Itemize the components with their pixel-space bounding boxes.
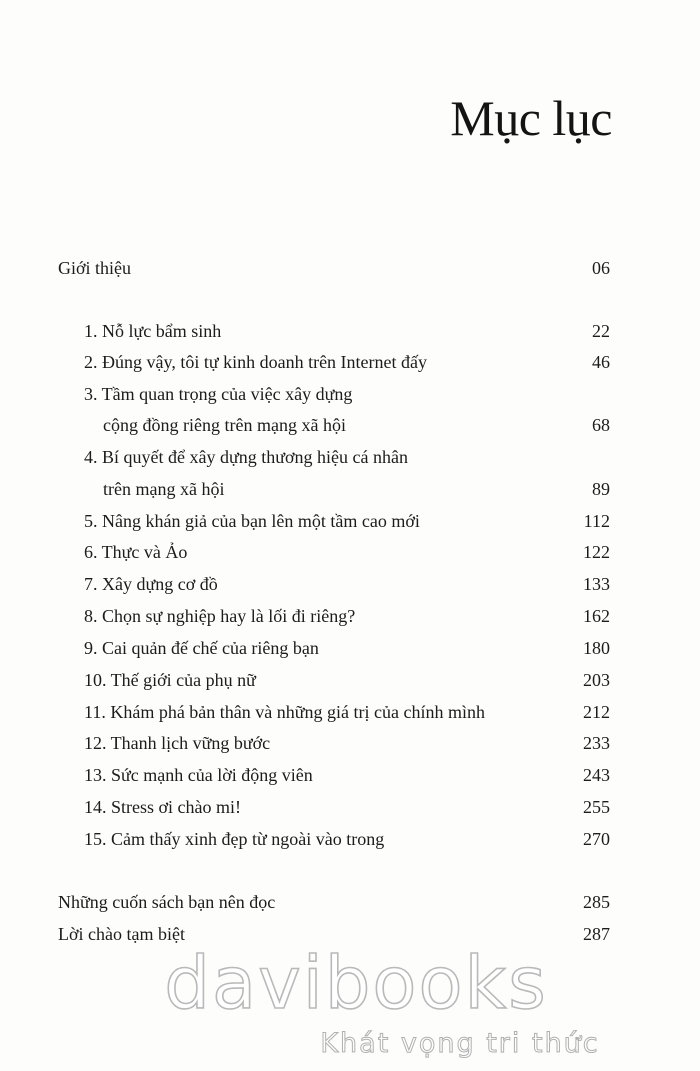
toc-entry-label: 15. Cảm thấy xinh đẹp từ ngoài vào trong xyxy=(84,829,385,849)
toc-entry-label: 10. Thế giới của phụ nữ xyxy=(84,670,256,690)
toc-entry-chapter-11 xyxy=(0,698,700,726)
toc-entry-label: 4. Bí quyết để xây dựng thương hiệu cá nhân xyxy=(84,447,408,467)
toc-entry-chapter-4 xyxy=(0,443,700,471)
toc-entry-page: 203 xyxy=(583,670,610,690)
toc-entry-chapter-5 xyxy=(0,507,700,535)
toc-entry-chapter-7 xyxy=(0,570,700,598)
toc-entry-label: 9. Cai quản đế chế của riêng bạn xyxy=(84,638,319,658)
toc-entry-page: 22 xyxy=(592,321,610,341)
toc-entry-page: 89 xyxy=(592,479,610,499)
toc-entry-label-continued: cộng đồng riêng trên mạng xã hội xyxy=(103,415,346,435)
toc-entry-chapter-13 xyxy=(0,761,700,789)
toc-entry-label: 5. Nâng khán giả của bạn lên một tầm cao mới xyxy=(84,511,420,531)
toc-entry-label: 3. Tầm quan trọng của việc xây dựng xyxy=(84,384,353,404)
toc-entry-label: 8. Chọn sự nghiệp hay là lối đi riêng? xyxy=(84,606,356,626)
toc-entry-label: 1. Nỗ lực bẩm sinh xyxy=(84,321,222,341)
toc-entry-label: 11. Khám phá bản thân và những giá trị của chính mình xyxy=(84,702,485,722)
toc-entry-chapter-14 xyxy=(0,793,700,821)
toc-entry-chapter-4-continued xyxy=(0,475,700,503)
toc-entry-page: 287 xyxy=(583,924,610,944)
toc-entry-label: 12. Thanh lịch vững bước xyxy=(84,733,271,753)
toc-entry-chapter-3 xyxy=(0,380,700,408)
toc-entry-label: 2. Đúng vậy, tôi tự kinh doanh trên Internet đấy xyxy=(84,352,428,372)
toc-entry-chapter-3-continued xyxy=(0,411,700,439)
toc-entry-page: 212 xyxy=(583,702,610,722)
toc-entry-label: Những cuốn sách bạn nên đọc xyxy=(58,892,276,912)
toc-entry-page: 06 xyxy=(592,258,610,278)
toc-entry-label: 13. Sức mạnh của lời động viên xyxy=(84,765,313,785)
toc-entry-page: 270 xyxy=(583,829,610,849)
toc-entry-page: 68 xyxy=(592,415,610,435)
toc-entry-label: Giới thiệu xyxy=(58,258,132,278)
toc-entry-page: 46 xyxy=(592,352,610,372)
toc-entry-chapter-2 xyxy=(0,348,700,376)
watermark-brand: davibooks xyxy=(164,941,548,1025)
toc-entry-page: 162 xyxy=(583,606,610,626)
toc-entry-chapter-1 xyxy=(0,317,700,345)
toc-entry-page: 233 xyxy=(583,733,610,753)
toc-entry-chapter-15 xyxy=(0,825,700,853)
toc-entry-page: 122 xyxy=(583,542,610,562)
toc-entry-intro xyxy=(0,254,700,282)
toc-entry-page: 180 xyxy=(583,638,610,658)
toc-entry-chapter-9 xyxy=(0,634,700,662)
toc-entry-chapter-6 xyxy=(0,538,700,566)
toc-entry-chapter-10 xyxy=(0,666,700,694)
toc-entry-chapter-8 xyxy=(0,602,700,630)
toc-entry-label: 14. Stress ơi chào mi! xyxy=(84,797,241,817)
toc-entry-page: 285 xyxy=(583,892,610,912)
toc-entry-page: 243 xyxy=(583,765,610,785)
toc-entry-label-continued: trên mạng xã hội xyxy=(103,479,225,499)
page-title: Mục lục xyxy=(450,90,612,146)
watermark-tagline: Khát vọng tri thức xyxy=(320,1028,600,1059)
toc-entry-page: 112 xyxy=(583,511,610,531)
toc-entry-label: 6. Thực và Ảo xyxy=(84,542,188,562)
toc-entry-page: 255 xyxy=(583,797,610,817)
toc-entry-label: Lời chào tạm biệt xyxy=(58,924,185,944)
toc-entry-label: 7. Xây dựng cơ đồ xyxy=(84,574,218,594)
toc-entry-recommended-books xyxy=(0,888,700,916)
toc-entry-page: 133 xyxy=(583,574,610,594)
toc-entry-chapter-12 xyxy=(0,729,700,757)
